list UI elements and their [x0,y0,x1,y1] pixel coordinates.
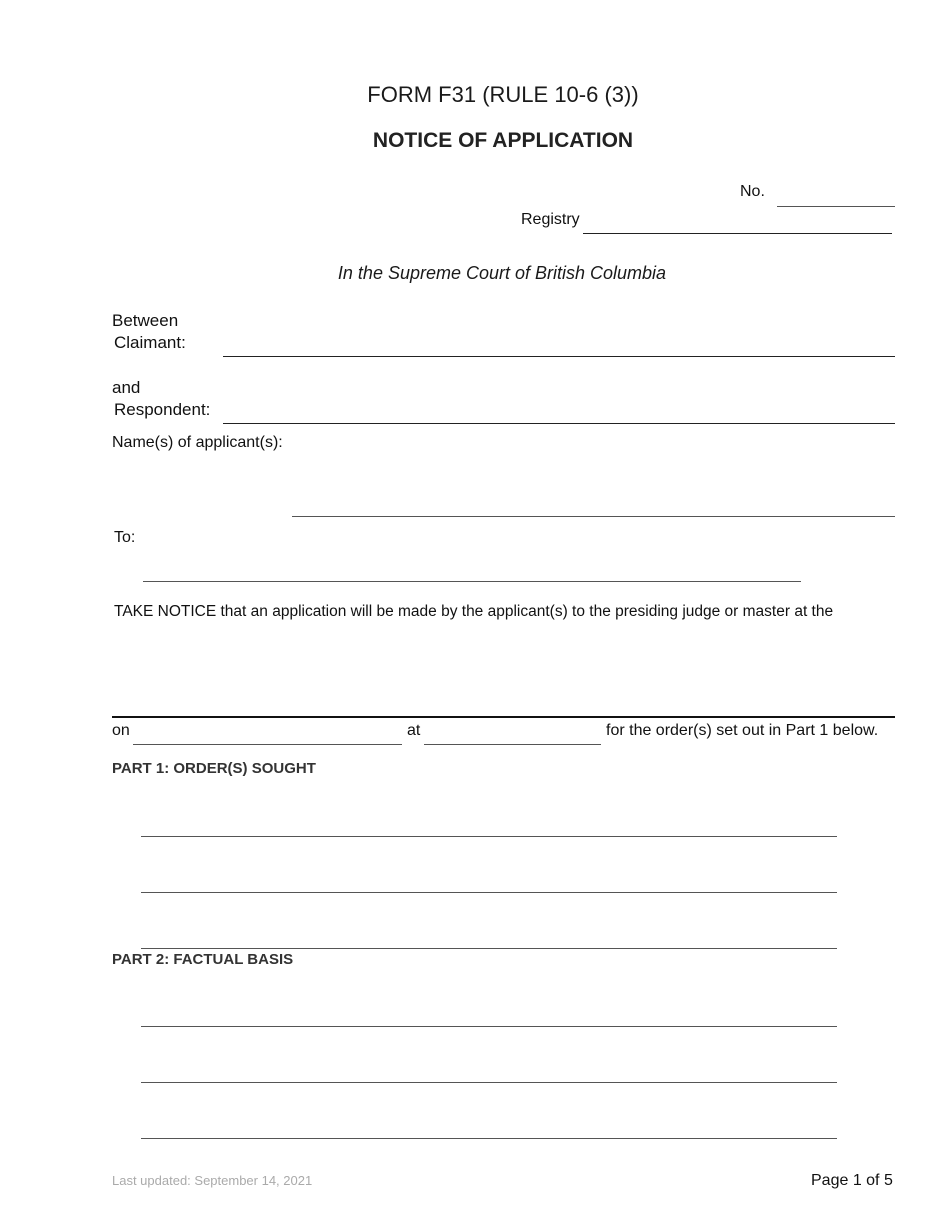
time-field[interactable] [424,744,601,745]
factual-basis-line[interactable] [141,1026,837,1027]
file-number-label: No. [740,183,765,200]
court-name: In the Supreme Court of British Columbia [337,263,667,283]
and-label: and [112,378,141,397]
registry-label: Registry [521,211,580,228]
form-number-title: FORM F31 (RULE 10-6 (3)) [367,82,639,107]
at-label: at [407,722,421,739]
date-field[interactable] [133,744,402,745]
order-text: for the order(s) set out in Part 1 below. [606,722,879,739]
page-number: Page 1 of 5 [811,1172,893,1189]
order-sought-line[interactable] [141,948,837,949]
respondent-field[interactable] [223,423,895,424]
to-label: To: [114,529,136,546]
part1-heading: PART 1: ORDER(S) SOUGHT [112,760,316,777]
on-label: on [112,722,130,739]
order-sought-line[interactable] [141,892,837,893]
location-field[interactable] [112,716,895,718]
file-number-field[interactable] [777,206,895,207]
part2-heading: PART 2: FACTUAL BASIS [112,951,294,968]
applicants-label: Name(s) of applicant(s): [112,434,283,451]
factual-basis-line[interactable] [141,1138,837,1139]
applicants-field[interactable] [292,516,895,517]
claimant-label: Claimant: [114,333,186,352]
respondent-label: Respondent: [114,400,211,419]
factual-basis-line[interactable] [141,1082,837,1083]
registry-field[interactable] [583,233,892,234]
claimant-field[interactable] [223,356,895,357]
to-field[interactable] [143,581,801,582]
notice-text: TAKE NOTICE that an application will be made by the applicant(s) to the presiding judge or master at the [114,603,834,620]
order-sought-line[interactable] [141,836,837,837]
between-label: Between [112,311,179,330]
last-updated: Last updated: September 14, 2021 [112,1173,313,1188]
page-title: NOTICE OF APPLICATION [372,129,634,152]
